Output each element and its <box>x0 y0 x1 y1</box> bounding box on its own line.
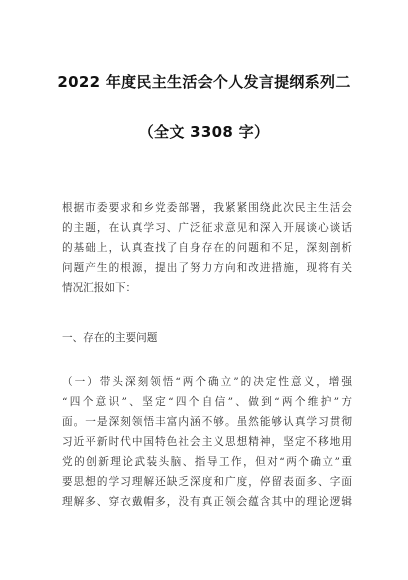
paragraph-line: （一）带头深刻领悟“两个确立”的决定性意义，增强 <box>62 376 352 388</box>
paragraph-line: 问题产生的根源，提出了努力方向和改进措施，现将有关 <box>62 262 352 274</box>
intro-paragraph <box>62 198 352 298</box>
paragraph-line: 要思想的学习理解还缺乏深度和广度，停留表面多、字面 <box>62 476 352 488</box>
paragraph-line: “四个意识”、坚定“四个自信”、做到“两个维护”方 <box>62 396 352 408</box>
section-heading-text: 一、存在的主要问题 <box>62 332 158 344</box>
paragraph-line: 党的创新理论武装头脑、指导工作，但对“两个确立”重 <box>62 456 352 468</box>
paragraph-line: 根据市委要求和乡党委部署，我紧紧围绕此次民主生活会 <box>62 202 352 214</box>
section-paragraph <box>62 372 352 512</box>
paragraph-line: 理解多、穿衣戴帽多，没有真正领会蕴含其中的理论逻辑 <box>62 496 352 508</box>
document-title: 2022 年度民主生活会个人发言提纲系列二 <box>57 73 351 91</box>
paragraph-line: 习近平新时代中国特色社会主义思想精神，坚定不移地用 <box>62 436 352 448</box>
document-subtitle: （全文 3308 字） <box>138 123 270 141</box>
paragraph-line: 面。一是深刻领悟丰富内涵不够。虽然能够认真学习贯彻 <box>62 416 352 428</box>
paragraph-line: 的主题，在认真学习、广泛征求意见和深入开展谈心谈话 <box>62 222 352 234</box>
paragraph-line: 情况汇报如下： <box>62 282 137 294</box>
paragraph-line: 的基础上，认真查找了自身存在的问题和不足，深刻剖析 <box>62 242 352 254</box>
section-heading <box>62 328 352 348</box>
